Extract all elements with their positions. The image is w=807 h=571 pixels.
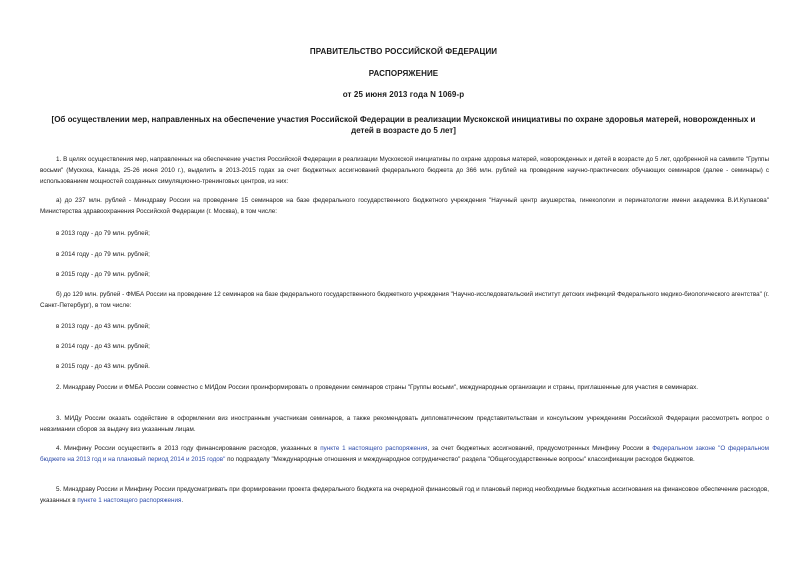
paragraph-5-text-a: 5. Минздраву России и Минфину России предусматривать при формировании проекта федерального бюджета на очередной финансовый год и плановый период необходимые бюджетные ассигнования на финансовое обеспечение расходов, указанных в	[40, 486, 769, 504]
list-item-b-2015: в 2015 году - до 43 млн. рублей.	[56, 363, 150, 370]
paragraph-2: 2. Минздраву России и ФМБА России совместно с МИДом России проинформировать о проведении семинаров страны "Группы восьми", международные организации и страны, приглашенные для участия в семинарах.	[56, 384, 699, 391]
list-item-a-2015: в 2015 году - до 79 млн. рублей;	[56, 271, 150, 278]
paragraph-1b: б) до 129 млн. рублей - ФМБА России на проведение 12 семинаров на базе федерального государственного бюджетного учреждения "Научно-исследовательский институт детских инфекций Федерального медико-биологического агентства" (г. Санкт-Петербург), в том числе:	[40, 291, 769, 309]
paragraph-4-text-c: по подразделу "Международные отношения и международное сотрудничество" раздела "Общегосударственные вопросы" классификации расходов бюджетов.	[225, 455, 695, 463]
paragraph-4-text-a: 4. Минфину России осуществить в 2013 году финансирование расходов, указанных в	[56, 445, 321, 452]
link-federal-budget-law[interactable]: Федеральном законе "О федеральном бюджете на 2013 год и на плановый период 2014 и 2015 годов"	[40, 445, 769, 463]
list-item-b-2013: в 2013 году - до 43 млн. рублей;	[56, 323, 150, 330]
document-title: [Об осуществлении мер, направленных на обеспечение участия Российской Федерации в реализации Мускокской инициативы по охране здоровья матерей, новорожденных и детей в возрасте до 5 лет]	[51, 115, 756, 135]
paragraph-3: 3. МИДу России оказать содействие в оформлении виз иностранным участникам семинаров, а также рекомендовать дипломатическим представительствам и консульским учреждениям Российской Федерации рассмотреть вопрос о невзимании сборов за выдачу виз указанным лицам.	[40, 415, 769, 433]
paragraph-5	[40, 485, 769, 507]
list-item-b-2014: в 2014 году - до 43 млн. рублей;	[56, 343, 150, 350]
document-type: РАСПОРЯЖЕНИЕ	[368, 69, 439, 78]
paragraph-1: 1. В целях осуществления мер, направленных на обеспечение участия Российской Федерации в реализации Мускокской инициативы по охране здоровья матерей, новорожденных и детей в возрасте до 5 лет, одобренной на саммите "Группы восьми" (Мускока, Канада, 25-26 июня 2010 г.), выделить в 2013-2015 годах за счет бюджетных ассигнований федерального бюджета до 366 млн. рублей на проведение научно-практических обучающих семинаров (далее - семинары) с использованием мощностей созданных симуляционно-тренинговых центров, из них:	[40, 156, 769, 185]
link-clause-1-second[interactable]: пункте 1 настоящего распоряжения	[77, 496, 182, 504]
document-date-number: от 25 июня 2013 года N 1069-р	[342, 90, 465, 99]
paragraph-1a: а) до 237 млн. рублей - Минздраву России на проведение 15 семинаров на базе федерального государственного бюджетного учреждения "Научный центр акушерства, гинекологии и перинатологии имени академика В.И.Кулакова" Министерства здравоохранения Российской Федерации (г. Москва), в том числе:	[40, 197, 769, 215]
paragraph-5-text-b: .	[181, 496, 184, 504]
list-item-a-2014: в 2014 году - до 79 млн. рублей;	[56, 251, 150, 258]
paragraph-4-text-b: , за счет бюджетных ассигнований, предусмотренных Минфину России в	[427, 445, 653, 452]
list-item-a-2013: в 2013 году - до 79 млн. рублей;	[56, 230, 150, 237]
government-name: ПРАВИТЕЛЬСТВО РОССИЙСКОЙ ФЕДЕРАЦИИ	[309, 47, 498, 56]
paragraph-4	[40, 444, 769, 466]
link-clause-1[interactable]: пункте 1 настоящего распоряжения	[320, 445, 428, 452]
